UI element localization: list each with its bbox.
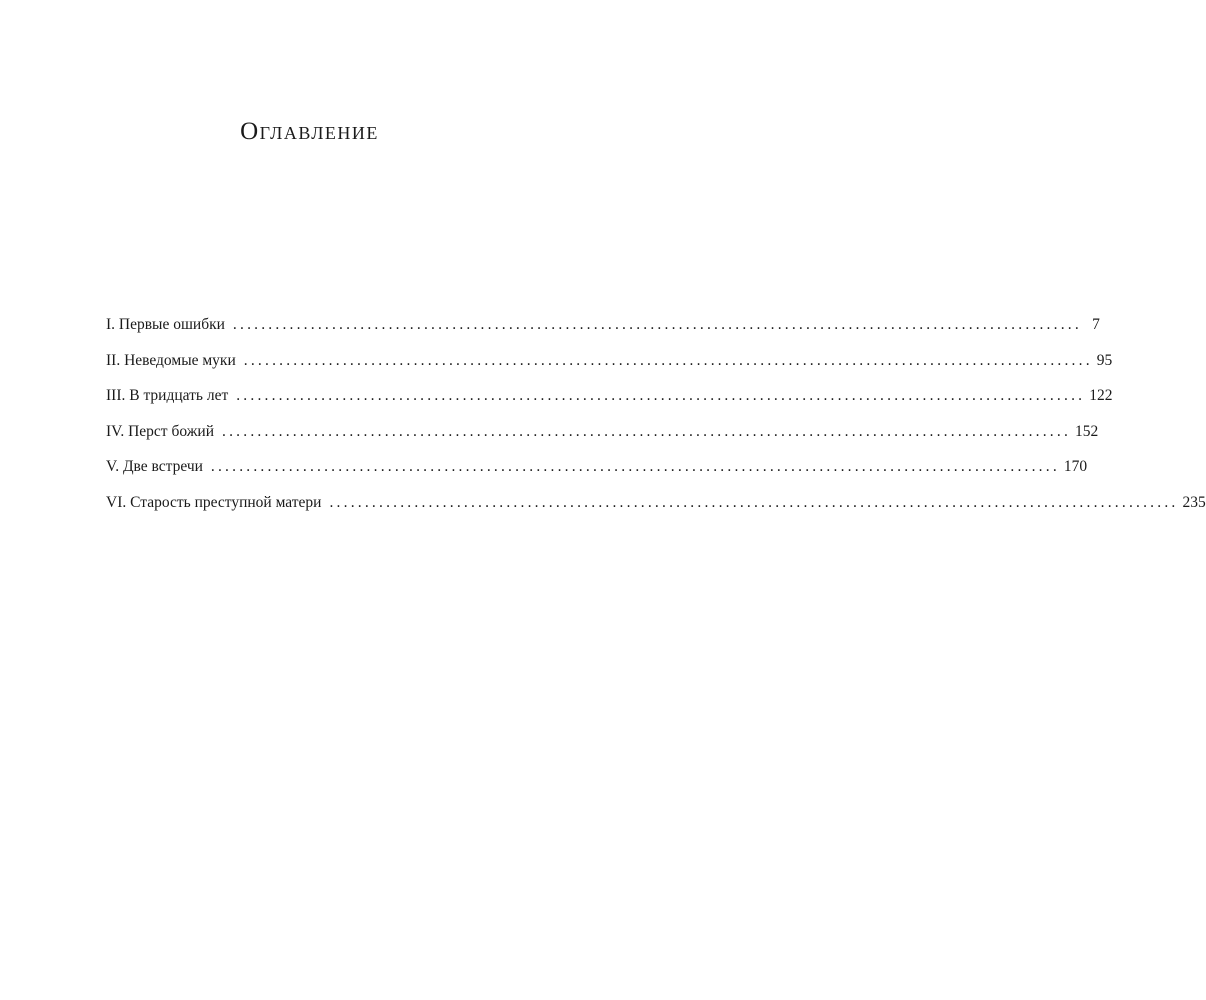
toc-entry-page: 152 — [1075, 422, 1099, 440]
toc-entry-label: I. Первые ошибки — [106, 316, 225, 333]
toc-entry-page: 235 — [1182, 493, 1206, 511]
toc-entry[interactable] — [106, 493, 1206, 530]
toc-entry[interactable] — [106, 351, 1113, 388]
dot-leader: ........................................................................................................................ — [232, 316, 1082, 333]
toc-entry-page: 170 — [1063, 458, 1088, 475]
dot-leader: ........................................................................................................................ — [236, 387, 1086, 404]
toc-entry-page: 122 — [1089, 387, 1113, 404]
toc-entry-page: 7 — [1092, 316, 1100, 333]
dot-leader: ........................................................................................................................ — [329, 493, 1179, 511]
page-title: Оглавление — [240, 118, 379, 145]
toc-entry[interactable] — [106, 387, 1113, 423]
toc-entry-label: V. Две встречи — [106, 458, 203, 475]
dot-leader: ........................................................................................................................ — [222, 422, 1072, 440]
toc-entry[interactable] — [106, 422, 1099, 459]
dot-leader: ........................................................................................................................ — [210, 458, 1060, 475]
toc-entry[interactable] — [106, 458, 1088, 494]
toc-entry-label: VI. Старость преступной матери — [106, 493, 322, 511]
dot-leader: ........................................................................................................................ — [243, 351, 1093, 369]
toc-entry-label: II. Неведомые муки — [106, 351, 236, 369]
toc-entry[interactable] — [106, 316, 1100, 352]
toc-entry-page: 95 — [1096, 351, 1113, 369]
table-of-contents — [106, 316, 1206, 529]
toc-entry-label: IV. Перст божий — [106, 422, 215, 440]
toc-entry-label: III. В тридцать лет — [106, 387, 229, 404]
